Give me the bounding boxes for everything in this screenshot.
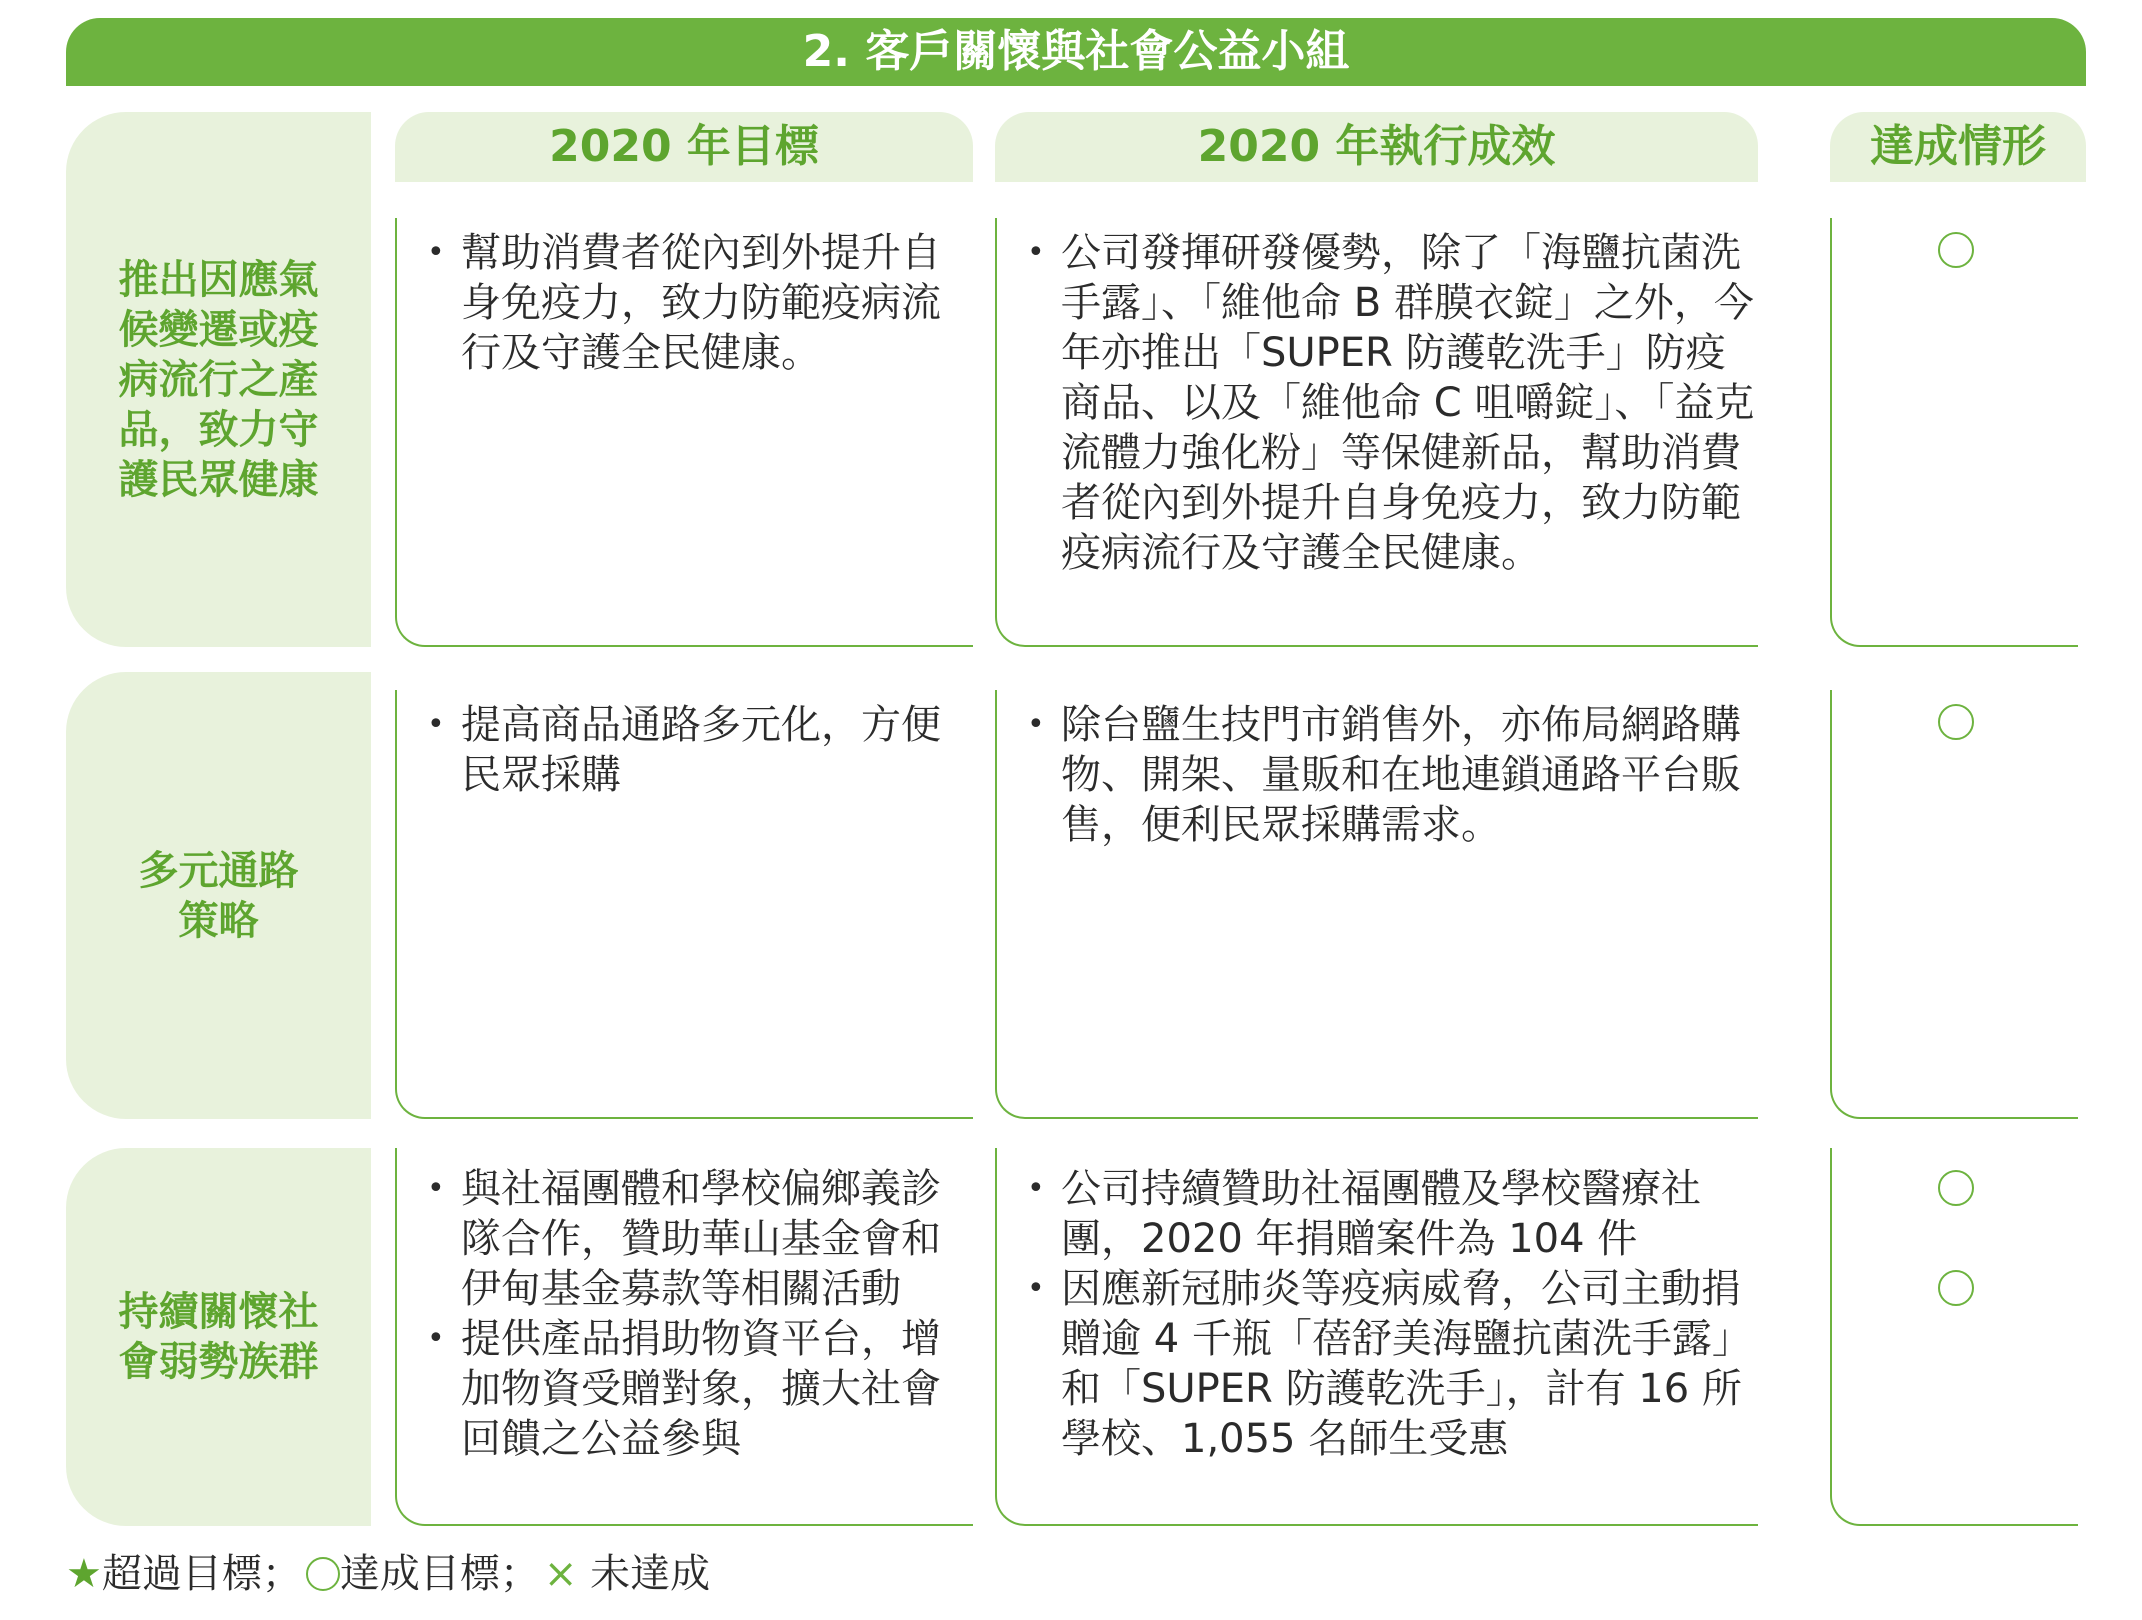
row3-status-cell (1830, 1148, 2078, 1526)
achieved-circle-icon (1938, 1270, 1974, 1306)
legend-exceeded: 超過目標； (101, 1551, 302, 1597)
row-label-line: 推出因應氣 (118, 256, 319, 303)
cross-icon: × (543, 1551, 578, 1597)
result-item: • 除台鹽生技門市銷售外，亦佈局網路購物、開架、量販和在地連鎖通路平台販售，便利民眾採購需求。 (997, 700, 1758, 850)
row-label-line: 持續關懷社 (118, 1289, 319, 1335)
header-status: 達成情形 (1830, 112, 2086, 182)
row1-goal-cell (395, 218, 973, 647)
circle-icon (306, 1557, 340, 1591)
row-label-vulnerable-care (66, 1148, 371, 1526)
row1-status-cell (1830, 218, 2078, 647)
row-label-line: 多元通路 (138, 847, 299, 894)
header-result: 2020 年執行成效 (995, 112, 1758, 182)
row2-result-cell (995, 690, 1758, 1119)
row2-status-cell (1830, 690, 2078, 1119)
row-label-climate-products (66, 112, 371, 647)
legend-achieved: 達成目標； (339, 1551, 540, 1597)
legend (66, 1548, 710, 1600)
achieved-circle-icon (1938, 704, 1974, 740)
row1-result-cell (995, 218, 1758, 647)
section-title: 2. 客戶關懷與社會公益小組 (66, 18, 2086, 86)
row2-goal-cell (395, 690, 973, 1119)
achieved-circle-icon (1938, 1170, 1974, 1206)
legend-not-achieved: 未達成 (577, 1551, 711, 1597)
row-label-line: 候變遷或疫 (118, 306, 319, 353)
star-icon: ★ (66, 1551, 102, 1597)
row-label-multichannel (66, 672, 371, 1119)
row-label-line: 病流行之產 (118, 356, 319, 403)
goal-item: • 與社福團體和學校偏鄉義診隊合作，贊助華山基金會和伊甸基金募款等相關活動 (397, 1164, 947, 1314)
goal-item: • 幫助消費者從內到外提升自身免疫力，致力防範疫病流行及守護全民健康。 (397, 228, 947, 378)
row-label-line: 護民眾健康 (118, 456, 319, 503)
row3-result-cell (995, 1148, 1758, 1526)
row-label-line: 策略 (178, 897, 259, 944)
result-item: • 公司發揮研發優勢，除了「海鹽抗菌洗手露」、「維他命 B 群膜衣錠」之外，今年亦推出「SUPER 防護乾洗手」防疫商品、以及「維他命 C 咀嚼錠」、「益克流體力強化粉」等保健新品，幫助消費者從內到外提升自身免疫力，致力防範疫病流行及守護全民健康。 (997, 228, 1758, 578)
row-label-line: 會弱勢族群 (118, 1339, 319, 1385)
header-goal: 2020 年目標 (395, 112, 973, 182)
row3-goal-cell (395, 1148, 973, 1526)
goal-item: • 提高商品通路多元化，方便民眾採購 (397, 700, 947, 800)
result-item: • 因應新冠肺炎等疫病威脅，公司主動捐贈逾 4 千瓶「蓓舒美海鹽抗菌洗手露」和「SUPER 防護乾洗手」，計有 16 所學校、1,055 名師生受惠 (997, 1264, 1758, 1464)
result-item: • 公司持續贊助社福團體及學校醫療社團，2020 年捐贈案件為 104 件 (997, 1164, 1758, 1264)
goal-item: • 提供產品捐助物資平台，增加物資受贈對象，擴大社會回饋之公益參與 (397, 1314, 947, 1464)
row-label-line: 品，致力守 (118, 406, 319, 453)
achieved-circle-icon (1938, 232, 1974, 268)
